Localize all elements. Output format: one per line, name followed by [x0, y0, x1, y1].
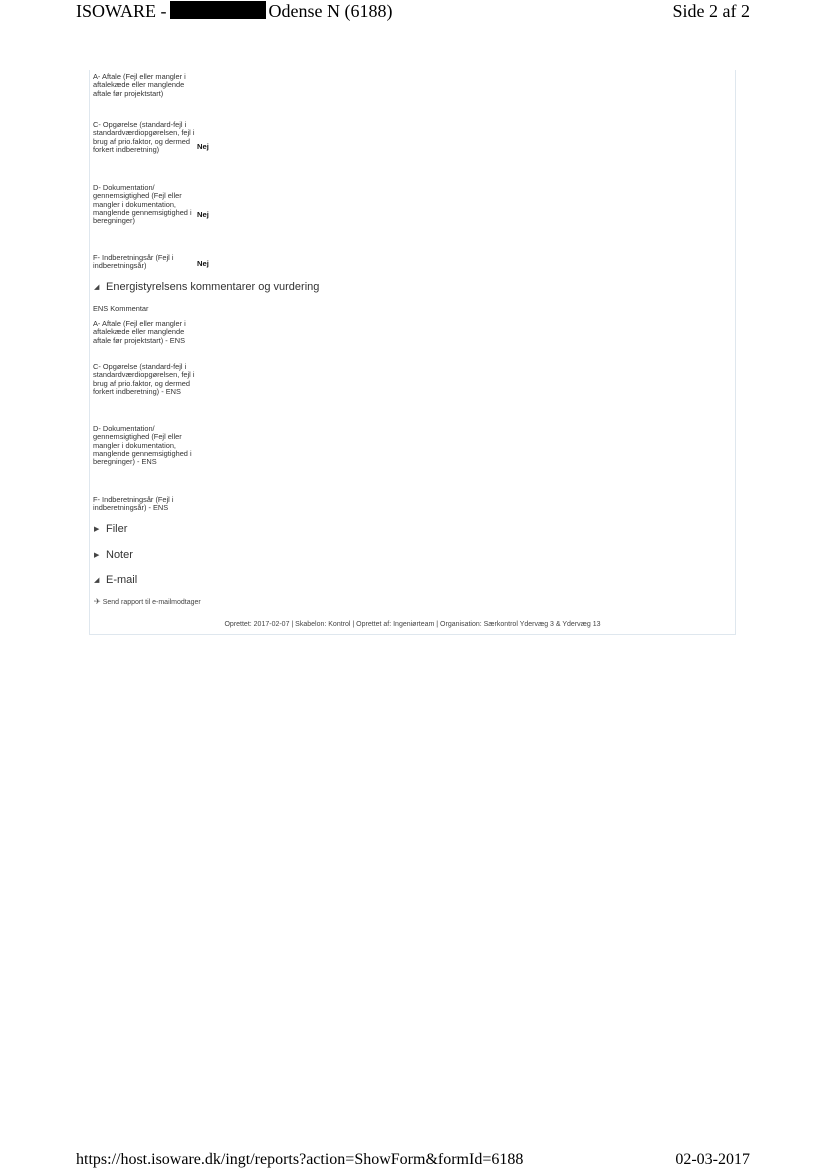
section-noter-header[interactable] — [94, 549, 133, 561]
triangle-right-icon: ▶ — [94, 526, 100, 533]
field-c-opgorelse-ens: C- Opgørelse (standard-fejl i standardværdiopgørelsen, fejl i brug af prio.faktor, og dermed forkert indberetning) - ENS — [93, 362, 195, 396]
field-a-aftale: A- Aftale (Fejl eller mangler i aftalekæde eller manglende aftale før projektstart) — [93, 72, 186, 98]
redacted-block — [170, 1, 266, 19]
send-icon: ✈ — [94, 597, 101, 606]
field-ens-kommentar: ENS Kommentar — [93, 304, 149, 313]
header-suffix: Odense N (6188) — [268, 1, 393, 21]
section-noter-title: Noter — [106, 549, 133, 561]
field-d-dokumentation: D- Dokumentation/ gennemsigtighed (Fejl eller mangler i dokumentation, manglende gennemsigtighed i beregninger) — [93, 183, 192, 226]
field-f-value: Nej — [197, 259, 209, 268]
send-report-link[interactable] — [94, 597, 201, 606]
triangle-down-icon: ◢ — [94, 284, 100, 291]
field-f-indberetningsar: F- Indberetningsår (Fejl i indberetningsår) — [93, 253, 174, 271]
triangle-right-icon: ▶ — [94, 552, 100, 559]
field-f-indberetningsar-ens: F- Indberetningsår (Fejl i indberetningsår) - ENS — [93, 495, 174, 513]
field-c-value: Nej — [197, 142, 209, 151]
triangle-down-icon: ◢ — [94, 577, 100, 584]
page-number: Side 2 af 2 — [672, 1, 750, 21]
page-url: https://host.isoware.dk/ingt/reports?action=ShowForm&formId=6188 — [76, 1151, 524, 1168]
field-d-dokumentation-ens: D- Dokumentation/ gennemsigtighed (Fejl eller mangler i dokumentation, manglende gennemsigtighed i beregninger) - ENS — [93, 424, 192, 467]
report-panel — [89, 70, 736, 635]
section-ens-header[interactable] — [94, 281, 319, 293]
send-report-label: Send rapport til e-mailmodtager — [102, 599, 201, 606]
section-filer-title: Filer — [106, 523, 128, 535]
print-date: 02-03-2017 — [675, 1151, 750, 1168]
field-a-aftale-ens: A- Aftale (Fejl eller mangler i aftalekæde eller manglende aftale før projektstart) - ENS — [93, 319, 186, 345]
section-email-title: E-mail — [106, 574, 138, 586]
section-email-header[interactable] — [94, 574, 137, 586]
section-filer-header[interactable] — [94, 523, 127, 535]
field-d-value: Nej — [197, 210, 209, 219]
page-header-title — [76, 1, 392, 22]
report-meta-info: Oprettet: 2017-02-07 | Skabelon: Kontrol | Oprettet af: Ingeniørteam | Organisation: Særkontrol Ydervæg 3 & Ydervæg 13 — [224, 621, 601, 628]
field-c-opgorelse: C- Opgørelse (standard-fejl i standardværdiopgørelsen, fejl i brug af prio.faktor, og dermed forkert indberetning) — [93, 120, 195, 154]
header-prefix: ISOWARE - — [76, 1, 167, 21]
section-ens-title: Energistyrelsens kommentarer og vurdering — [106, 281, 320, 293]
